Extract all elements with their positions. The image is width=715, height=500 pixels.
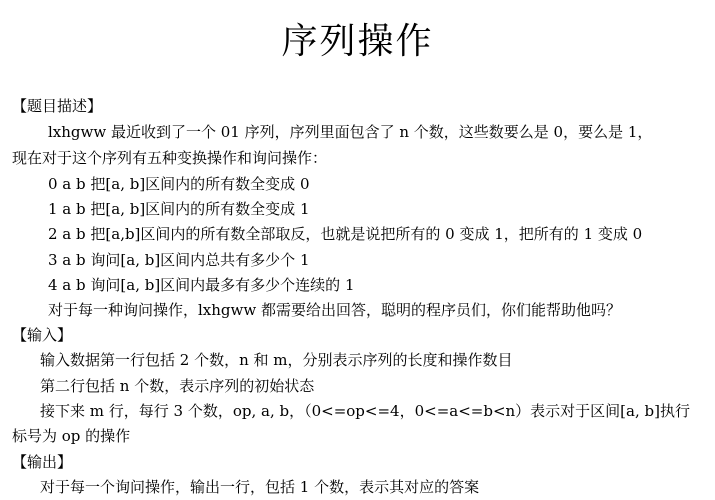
input-line-1: 输入数据第一行包括 2 个数，n 和 m，分别表示序列的长度和操作数目 — [40, 351, 513, 369]
output-heading: 【输出】 — [12, 453, 73, 471]
operation-0: 0 a b 把[a, b]区间内的所有数全变成 0 — [48, 175, 310, 193]
input-heading: 【输入】 — [12, 326, 73, 344]
page-title: 序列操作 — [281, 21, 434, 62]
operation-1: 1 a b 把[a, b]区间内的所有数全变成 1 — [48, 200, 310, 218]
output-line-1: 对于每一个询问操作，输出一行，包括 1 个数，表示其对应的答案 — [40, 478, 480, 496]
input-line-2: 第二行包括 n 个数，表示序列的初始状态 — [40, 377, 315, 395]
operation-4: 4 a b 询问[a, b]区间内最多有多少个连续的 1 — [48, 276, 355, 294]
operation-2: 2 a b 把[a,b]区间内的所有数全部取反，也就是说把所有的 0 变成 1，把所有的 1 变成 0 — [48, 225, 643, 243]
input-line-3: 接下来 m 行，每行 3 个数，op, a, b，（0<=op<=4，0<=a<=b<n）表示对于区间[a, b]执行 — [40, 402, 690, 420]
description-heading: 【题目描述】 — [12, 97, 103, 115]
input-line-4: 标号为 op 的操作 — [12, 427, 131, 445]
description-intro-line-2: 现在对于这个序列有五种变换操作和询问操作： — [12, 149, 328, 167]
description-closing: 对于每一种询问操作，lxhgww 都需要给出回答，聪明的程序员们，你们能帮助他吗？ — [48, 301, 621, 319]
description-intro-line-1: lxhgww 最近收到了一个 01 序列，序列里面包含了 n 个数，这些数要么是 0，要么是 1， — [48, 123, 653, 141]
operation-3: 3 a b 询问[a, b]区间内总共有多少个 1 — [48, 251, 310, 269]
